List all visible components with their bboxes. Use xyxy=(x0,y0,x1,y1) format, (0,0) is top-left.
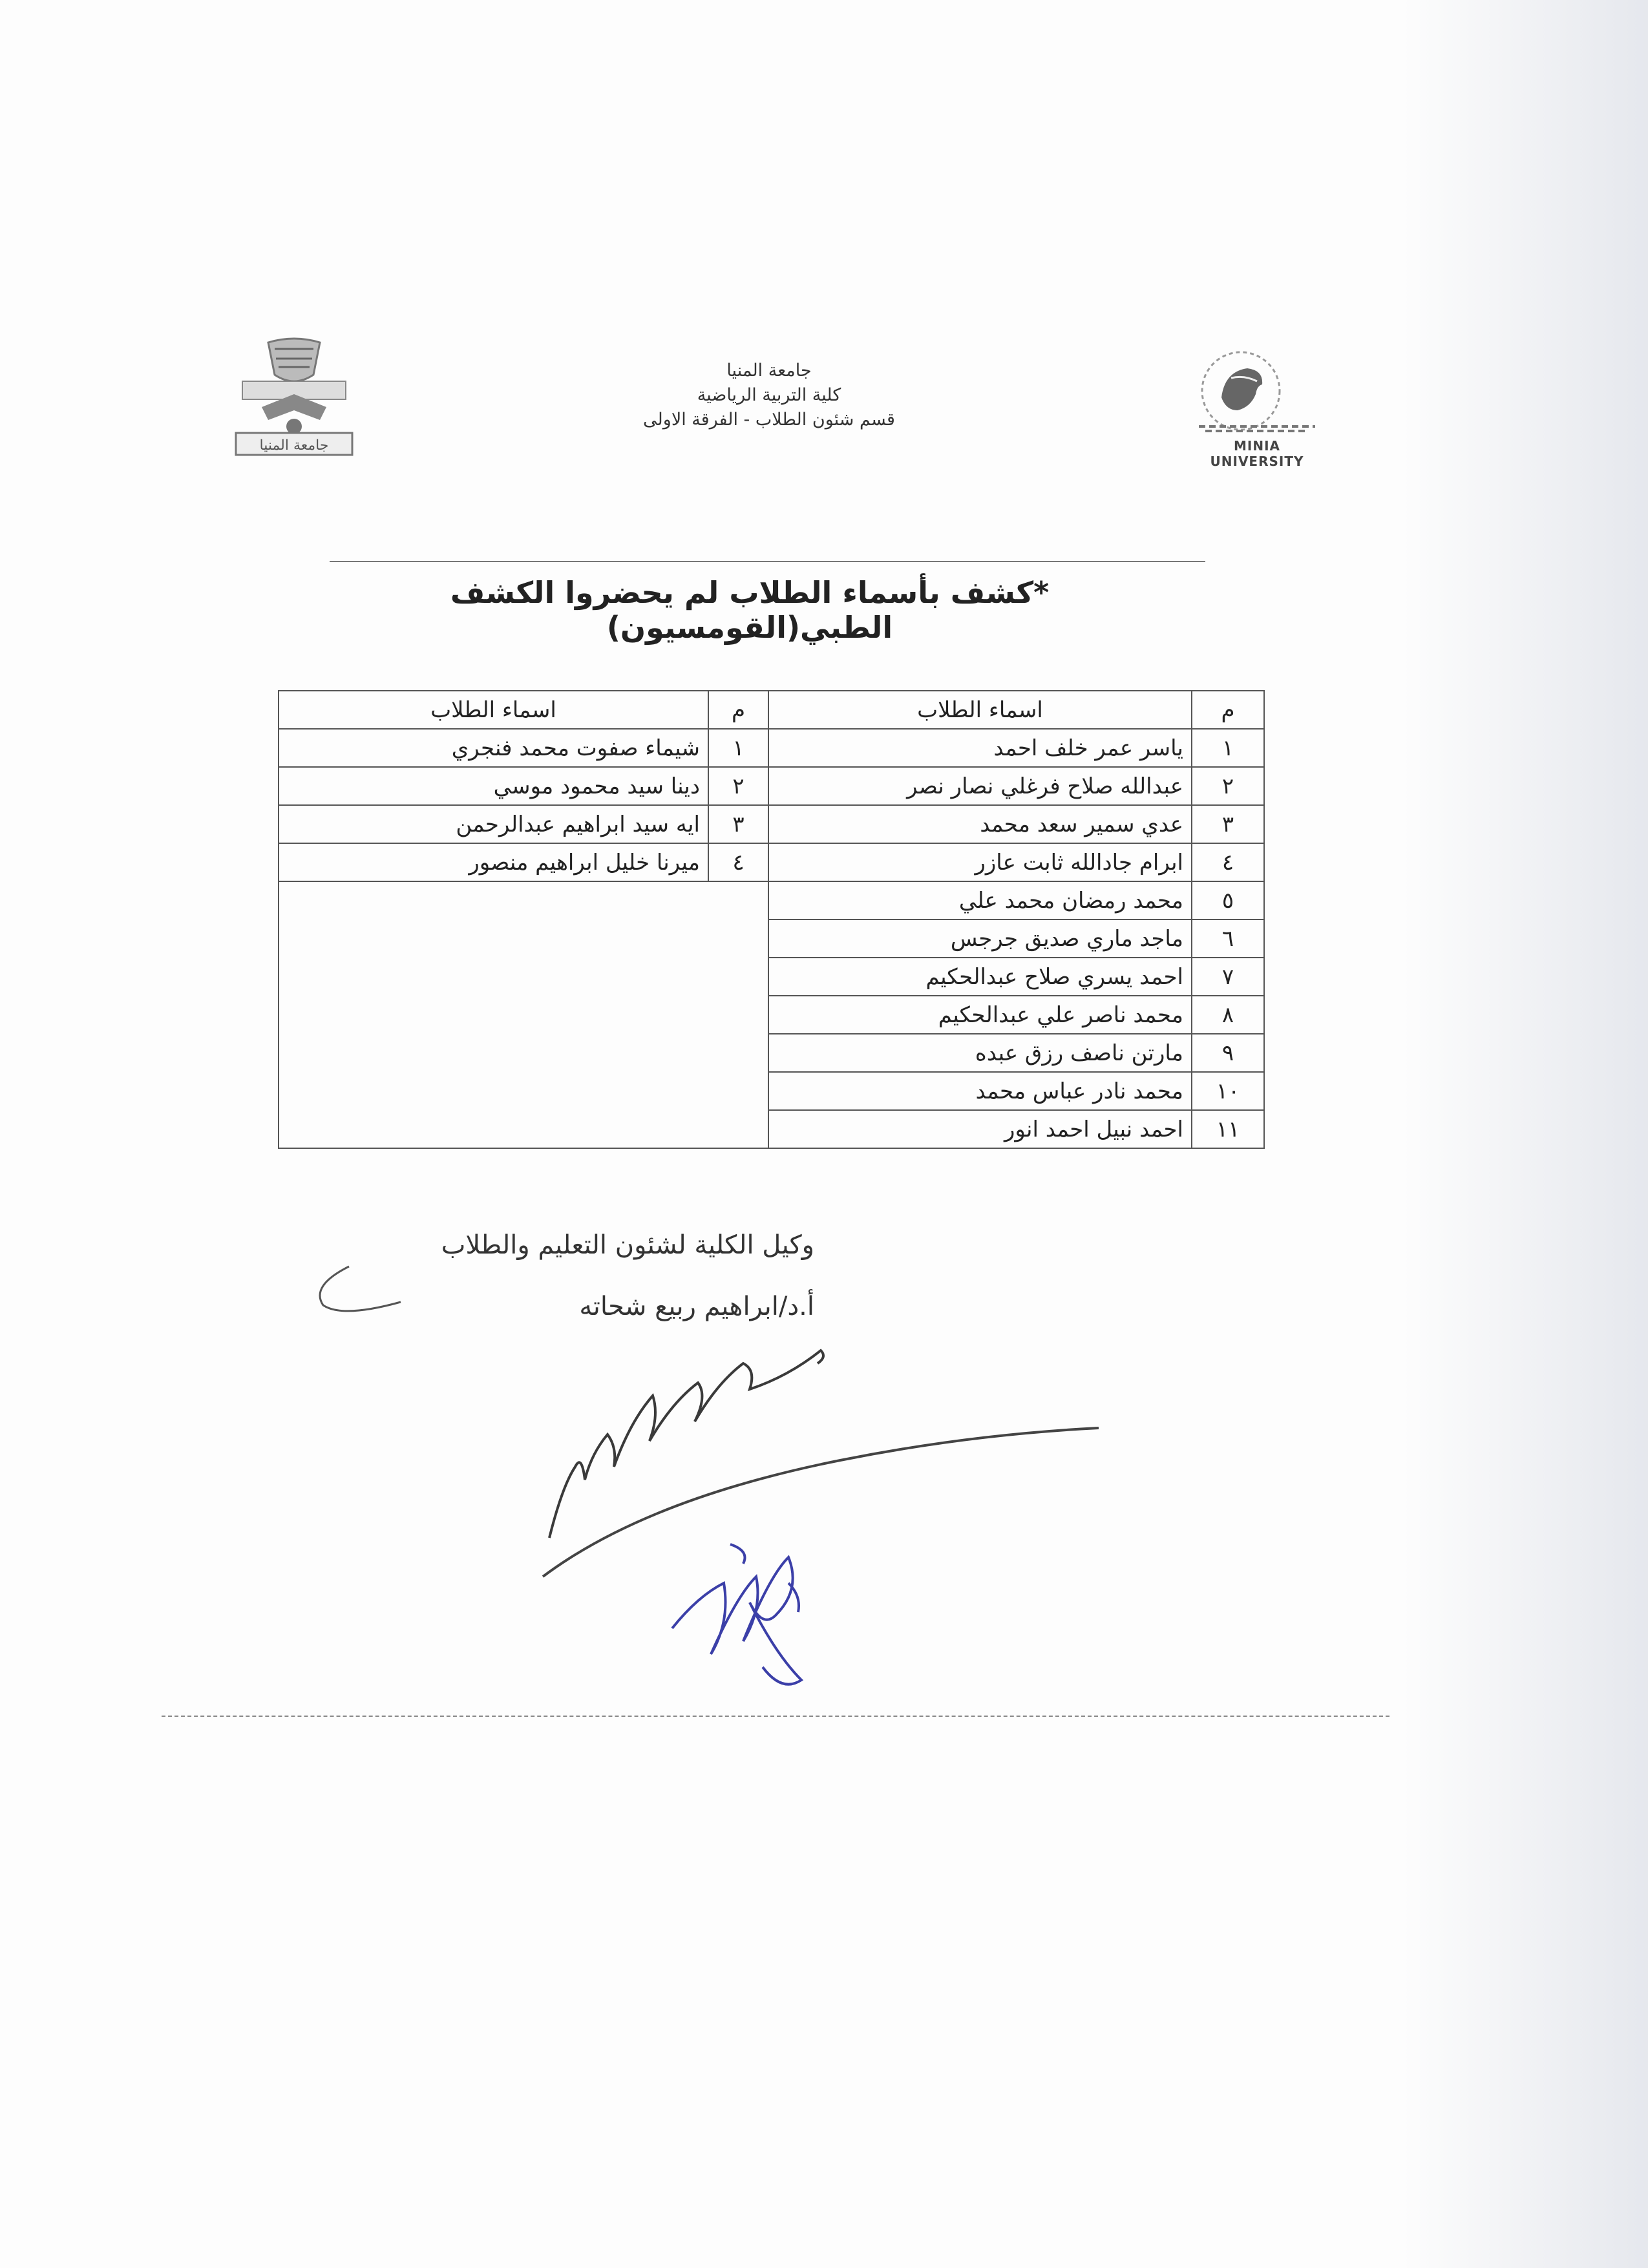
row-number: ٤ xyxy=(1192,843,1264,881)
student-name: احمد نبيل احمد انور xyxy=(768,1110,1192,1148)
student-name: ياسر عمر خلف احمد xyxy=(768,729,1192,767)
row-number: ٢ xyxy=(1192,767,1264,805)
signatory-name: أ.د/ابراهيم ربيع شحاته xyxy=(579,1292,814,1321)
row-number: ٦ xyxy=(1192,919,1264,958)
minia-university-logo-text: MINIA UNIVERSITY xyxy=(1210,438,1304,469)
student-name: دينا سيد محمود موسي xyxy=(279,767,708,805)
row-number: ١ xyxy=(1192,729,1264,767)
university-name: جامعة المنيا xyxy=(726,361,812,381)
student-name: مارتن ناصف رزق عبده xyxy=(768,1034,1192,1072)
student-name: ميرنا خليل ابراهيم منصور xyxy=(279,843,708,881)
student-name: محمد ناصر علي عبدالحكيم xyxy=(768,996,1192,1034)
row-number: ٣ xyxy=(708,805,768,843)
signature-flourish-small xyxy=(320,1266,401,1311)
student-name: عبدالله صلاح فرغلي نصار نصر xyxy=(768,767,1192,805)
footer-divider xyxy=(162,1716,1389,1717)
student-name: عدي سمير سعد محمد xyxy=(768,805,1192,843)
header-num-right: م xyxy=(1192,691,1264,729)
document-title: *كشف بأسماء الطلاب لم يحضروا الكشف الطبي(القومسيون) xyxy=(450,575,1050,645)
header-num-left: م xyxy=(708,691,768,729)
student-name: ايه سيد ابراهيم عبدالرحمن xyxy=(279,805,708,843)
faculty-name: كلية التربية الرياضية xyxy=(697,385,841,405)
signature-black-stroke xyxy=(543,1428,1099,1577)
row-number: ٢ xyxy=(708,767,768,805)
student-name: ماجد ماري صديق جرجس xyxy=(768,919,1192,958)
row-number: ٣ xyxy=(1192,805,1264,843)
svg-text:جامعة المنيا: جامعة المنيا xyxy=(259,437,329,454)
department-name: قسم شئون الطلاب - الفرقة الاولى xyxy=(643,410,895,430)
row-number: ٨ xyxy=(1192,996,1264,1034)
student-name: محمد رمضان محمد علي xyxy=(768,881,1192,919)
header-names-left: اسماء الطلاب xyxy=(279,691,708,729)
student-name: ابرام جادالله ثابت عازر xyxy=(768,843,1192,881)
row-number: ١ xyxy=(708,729,768,767)
student-name: شيماء صفوت محمد فنجري xyxy=(279,729,708,767)
row-number: ١٠ xyxy=(1192,1072,1264,1110)
header-names-right: اسماء الطلاب xyxy=(768,691,1192,729)
signatory-role: وكيل الكلية لشئون التعليم والطلاب xyxy=(441,1230,814,1260)
signature-black xyxy=(549,1350,823,1538)
row-number: ٩ xyxy=(1192,1034,1264,1072)
row-number: ١١ xyxy=(1192,1110,1264,1148)
signature-blue xyxy=(672,1544,801,1685)
row-number: ٤ xyxy=(708,843,768,881)
row-number: ٧ xyxy=(1192,958,1264,996)
student-name: احمد يسري صلاح عبدالحكيم xyxy=(768,958,1192,996)
student-name: محمد نادر عباس محمد xyxy=(768,1072,1192,1110)
row-number: ٥ xyxy=(1192,881,1264,919)
